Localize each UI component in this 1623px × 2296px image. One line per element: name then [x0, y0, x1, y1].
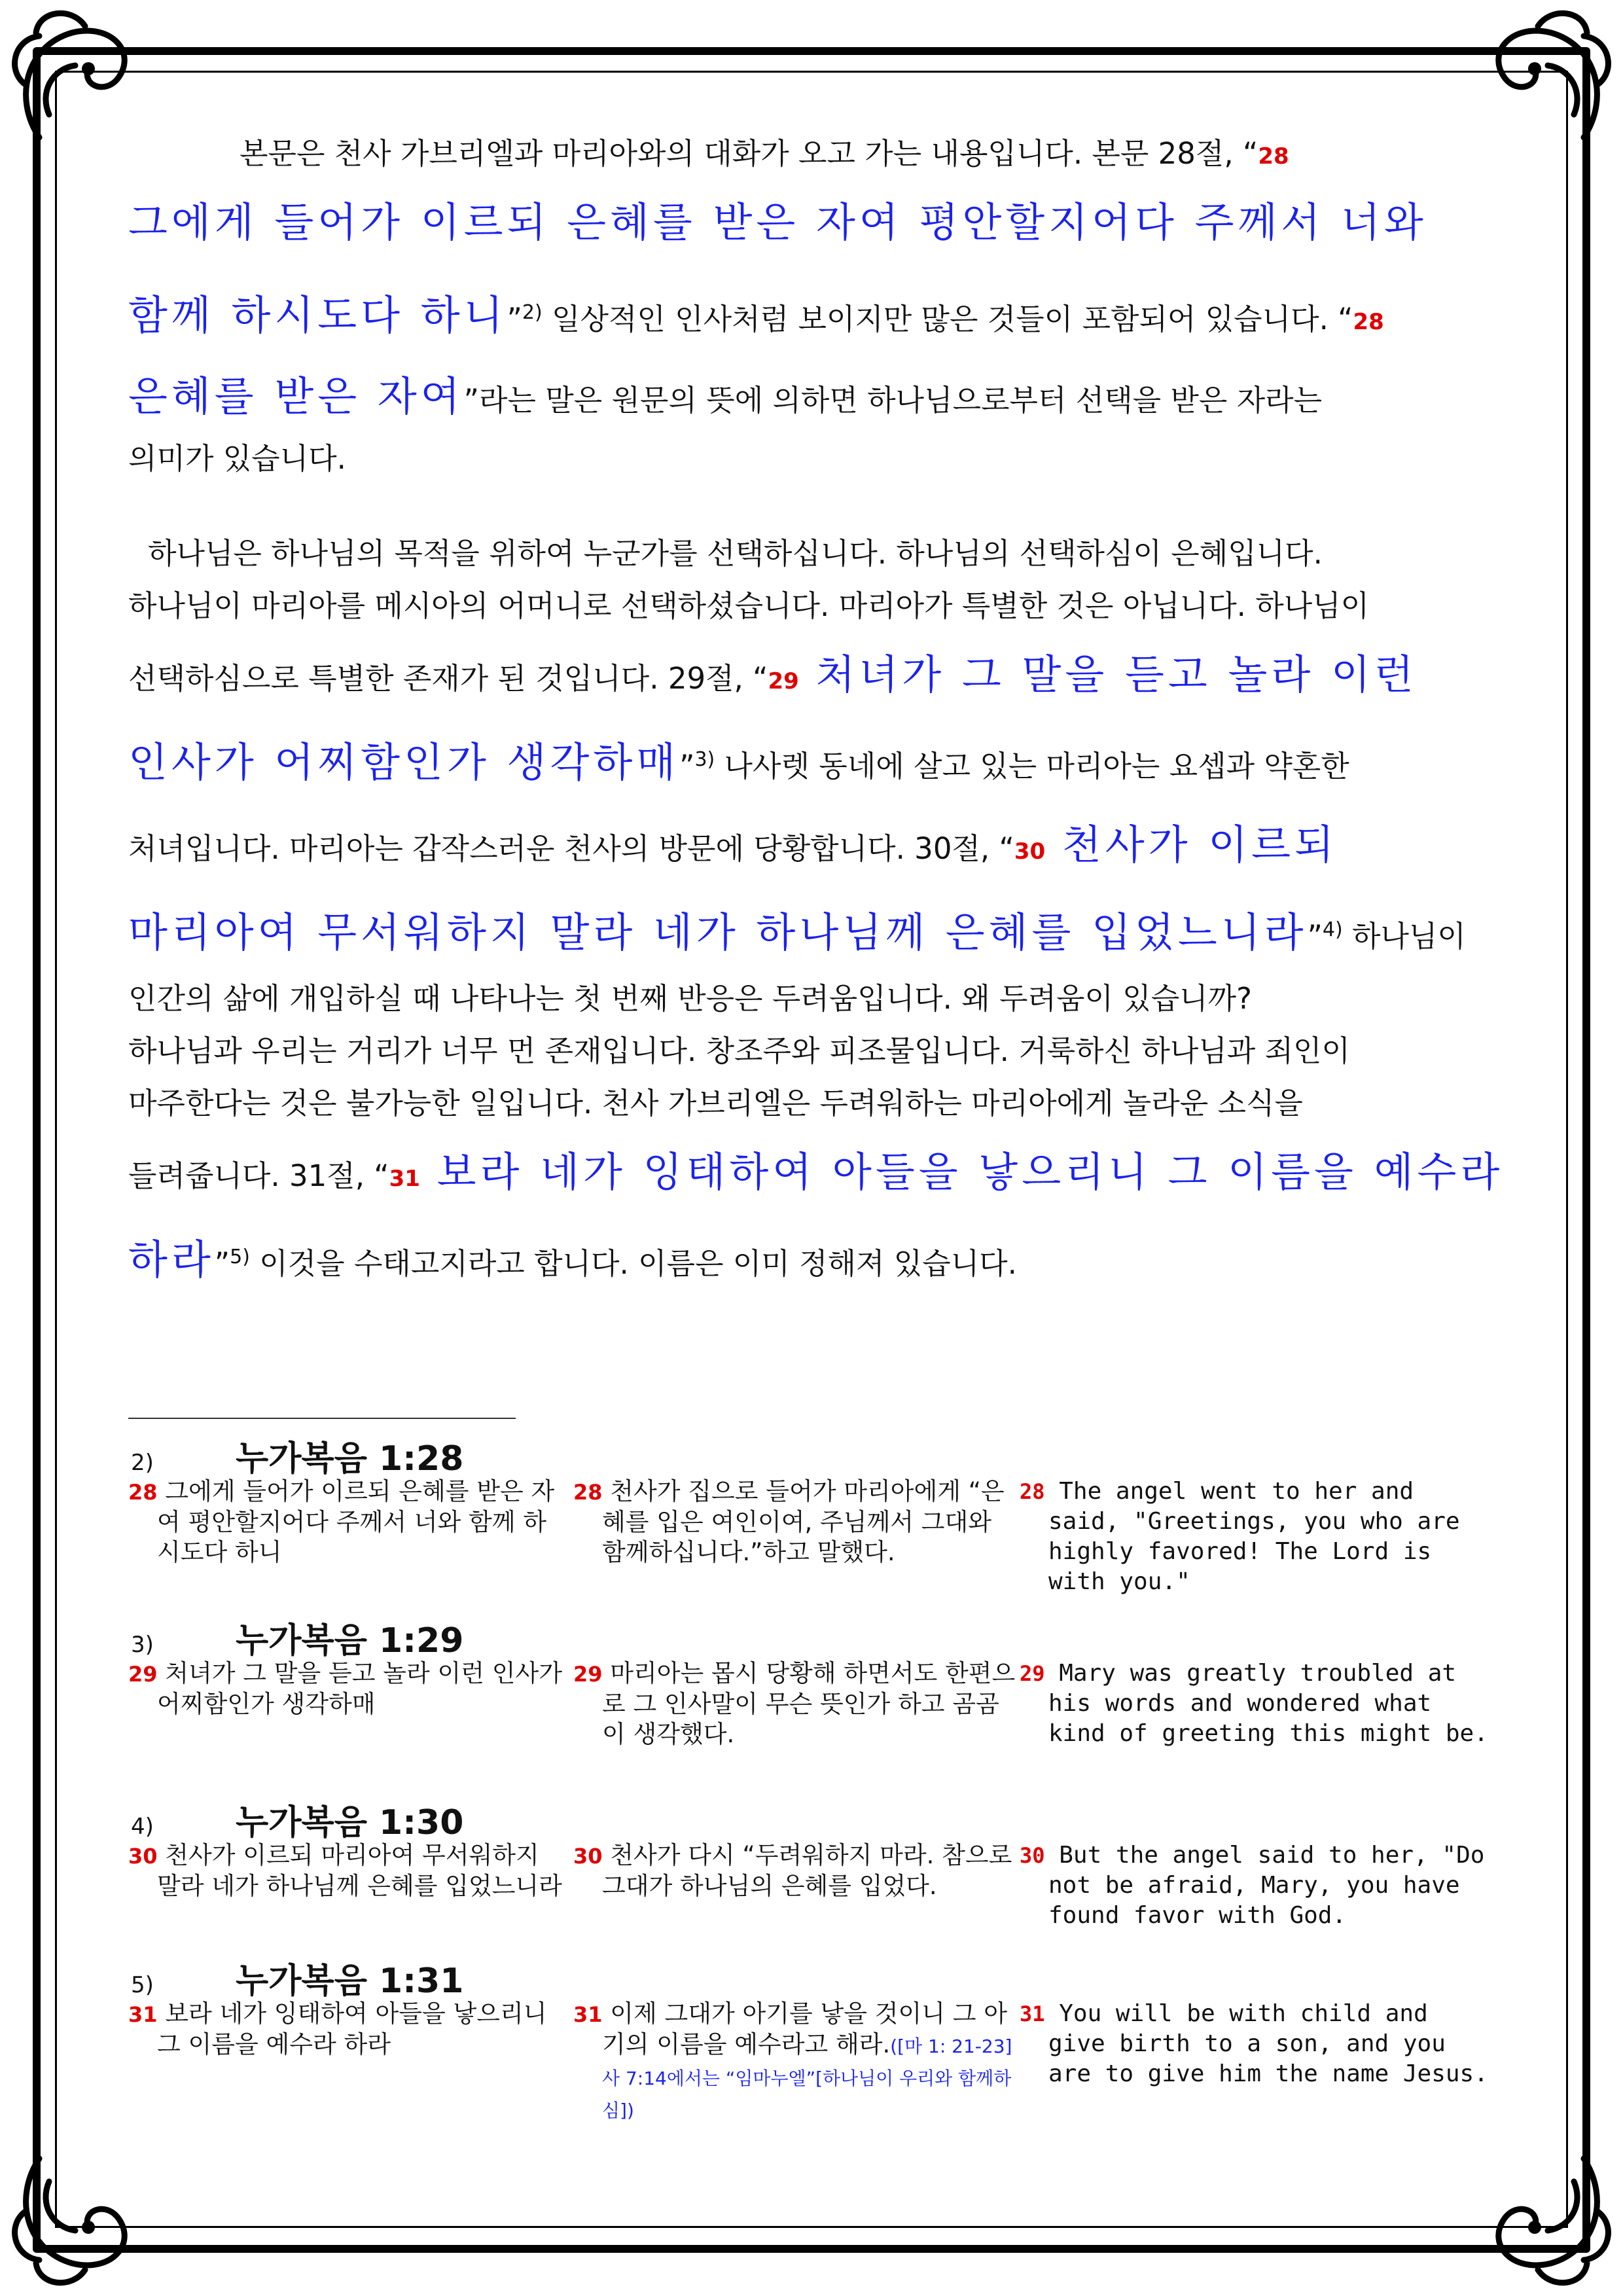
scripture-quote: 은혜를 받은 자여 [128, 372, 464, 420]
text-line [128, 268, 1496, 357]
text-line [128, 131, 1496, 177]
footnote-title: 누가복음 1:30 [236, 1803, 464, 1842]
english-text [1020, 1999, 1496, 2126]
text-line [128, 436, 1496, 495]
body-text: ”라는 말은 원문의 뜻에 의하면 하나님으로부터 선택을 받은 자라는 [463, 383, 1323, 418]
verse-number: 28 [1353, 309, 1384, 335]
verse-number: 28 [573, 1480, 603, 1505]
body-text: 들려줍니다. 31절, “ [128, 1158, 389, 1193]
english-text [1020, 1477, 1496, 1597]
body-text: 의미가 있습니다. [128, 441, 346, 476]
modern-korean-text [573, 1999, 1020, 2126]
verse-number: 31 [573, 2002, 603, 2027]
footnote-columns [128, 1659, 1496, 1749]
sermon-body [128, 131, 1504, 1300]
scripture-quote: 마리아여 무서워하지 말라 네가 하나님께 은혜를 입었느니라 [128, 908, 1308, 956]
footnote-ref[interactable]: 4) [1322, 918, 1343, 941]
text-line [128, 177, 1496, 268]
scripture-quote: 하라 [128, 1236, 215, 1283]
paragraph-gap [128, 495, 1496, 528]
quote-mark: ” [679, 749, 695, 783]
modern-korean-text [573, 1477, 1020, 1597]
krv-text [128, 1999, 573, 2126]
verse-text: 마리아는 몹시 당황해 하면서도 한편으로 그 인사말이 무슨 뜻인가 하고 곰곰이 생각했다. [602, 1659, 1016, 1748]
footnote-ref[interactable]: 5) [230, 1246, 250, 1268]
text-line [128, 802, 1496, 888]
corner-ornament-icon [0, 2126, 170, 2296]
body-text: 하나님은 하나님의 목적을 위하여 누군가를 선택하십니다. 하나님의 선택하심이 은혜입니다. [148, 536, 1323, 571]
footnote-header [128, 1953, 1496, 1999]
verse-text: Mary was greatly troubled at his words and wondered what kind of greeting this might be. [1048, 1660, 1488, 1747]
quote-mark: ” [1307, 919, 1323, 954]
footnote [128, 1431, 1496, 1597]
footnote-separator [128, 1418, 516, 1419]
footnote-title: 누가복음 1:28 [236, 1439, 464, 1479]
body-text: 선택하심으로 특별한 존재가 된 것입니다. 29절, “ [128, 661, 768, 696]
modern-korean-text [573, 1840, 1020, 1931]
body-text: 하나님이 [1342, 919, 1466, 954]
footnote-ref[interactable]: 2) [522, 301, 543, 324]
footnote-ref[interactable]: 3) [694, 748, 715, 771]
footnote-number: 3) [131, 1632, 154, 1658]
verse-text: 천사가 다시 “두려워하지 마라. 참으로 그대가 하나님의 은혜를 입었다. [602, 1841, 1012, 1900]
verse-text: 그에게 들어가 이르되 은혜를 받은 자여 평안할지어다 주께서 너와 함께 하시도다 하니 [157, 1477, 555, 1566]
text-line [128, 580, 1496, 632]
scripture-quote: 함께 하시도다 하니 [128, 291, 507, 339]
quote-mark: ” [214, 1246, 230, 1281]
scripture-quote: 그에게 들어가 이르되 은혜를 받은 자여 평안할지어다 주께서 너와 [128, 198, 1427, 246]
footnote [128, 1795, 1496, 1931]
text-line [128, 717, 1496, 802]
verse-number: 31 [128, 2002, 158, 2027]
scripture-quote: 천사가 이르되 [1045, 821, 1338, 869]
verse-text: The angel went to her and said, "Greetings, you who are highly favored! The Lord is with you." [1048, 1478, 1460, 1595]
verse-number: 31 [389, 1166, 420, 1192]
corner-ornament-icon [1453, 2126, 1623, 2296]
text-line [128, 357, 1496, 436]
text-line [128, 1215, 1496, 1300]
footnote-columns [128, 1999, 1496, 2126]
english-text [1020, 1840, 1496, 1931]
verse-text: 천사가 이르되 마리아여 무서워하지 말라 네가 하나님께 은혜를 입었느니라 [157, 1841, 562, 1900]
footnote-header [128, 1431, 1496, 1477]
paragraph-2 [128, 528, 1504, 1300]
body-text: 나사렛 동네에 살고 있는 마리아는 요셉과 약혼한 [715, 749, 1349, 783]
footnote-header [128, 1795, 1496, 1840]
quote-mark: ” [507, 302, 522, 336]
text-line [128, 888, 1496, 973]
body-text: 마주한다는 것은 불가능한 일입니다. 천사 가브리엘은 두려워하는 마리아에게 놀라운 소식을 [128, 1086, 1303, 1121]
verse-text: 천사가 집으로 들어가 마리아에게 “은혜를 입은 여인이여, 주님께서 그대와 함께하십니다.”하고 말했다. [602, 1477, 1005, 1566]
footnote-columns [128, 1840, 1496, 1931]
body-text: 인간의 삶에 개입하실 때 나타나는 첫 번째 반응은 두려움입니다. 왜 두려움이 있습니까? [128, 981, 1252, 1016]
scripture-quote: 보라 네가 잉태하여 아들을 낳으리니 그 이름을 예수라 [419, 1148, 1504, 1196]
text-line [128, 632, 1496, 717]
krv-text [128, 1477, 573, 1597]
text-line [128, 1025, 1496, 1077]
footnote-title: 누가복음 1:31 [236, 1962, 464, 2001]
verse-number: 30 [1014, 838, 1046, 865]
footnote-number: 4) [131, 1814, 154, 1840]
body-text: 본문은 천사 가브리엘과 마리아와의 대화가 오고 가는 내용입니다. 본문 28절, “ [240, 136, 1258, 171]
body-text: 처녀입니다. 마리아는 갑작스러운 천사의 방문에 당황합니다. 30절, “ [128, 831, 1014, 866]
body-text: 일상적인 인사처럼 보이지만 많은 것들이 포함되어 있습니다. “ [542, 302, 1353, 336]
krv-text [128, 1840, 573, 1931]
verse-number: 28 [1020, 1479, 1045, 1504]
footnote-header [128, 1613, 1496, 1659]
modern-korean-text [573, 1659, 1020, 1749]
verse-number: 30 [1020, 1843, 1045, 1868]
english-text [1020, 1659, 1496, 1749]
body-text: 하나님이 마리아를 메시아의 어머니로 선택하셨습니다. 마리아가 특별한 것은 아닙니다. 하나님이 [128, 588, 1370, 623]
verse-text: But the angel said to her, "Do not be afraid, Mary, you have found favor with God. [1048, 1842, 1485, 1929]
krv-text [128, 1659, 573, 1749]
verse-number: 31 [1020, 2001, 1045, 2026]
verse-text: You will be with child and give birth to a son, and you are to give him the name Jesus. [1048, 2000, 1488, 2087]
body-text: 하나님과 우리는 거리가 너무 먼 존재입니다. 창조주와 피조물입니다. 거룩하신 하나님과 죄인이 [128, 1033, 1350, 1068]
scripture-quote: 인사가 어찌함인가 생각하매 [128, 738, 680, 786]
verse-number: 29 [768, 668, 799, 694]
scripture-quote: 처녀가 그 말을 듣고 놀라 이런 [798, 651, 1418, 698]
footnote [128, 1613, 1496, 1749]
footnote [128, 1953, 1496, 2126]
verse-number: 28 [128, 1480, 158, 1505]
text-line [128, 1130, 1504, 1215]
text-line [128, 1077, 1496, 1130]
verse-number: 30 [573, 1844, 603, 1869]
verse-number: 28 [1258, 143, 1289, 170]
verse-text: 처녀가 그 말을 듣고 놀라 이런 인사가 어찌함인가 생각하매 [157, 1659, 562, 1718]
text-line [128, 973, 1496, 1025]
cross-reference-note: ([마 1: 21-23] 사 7:14에서는 “임마누엘”[하나님이 우리와 함께하심]) [602, 2036, 1012, 2121]
verse-text: 이제 그대가 아기를 낳을 것이니 그 아기의 이름을 예수라고 해라. [602, 2000, 1007, 2058]
footnote-columns [128, 1477, 1496, 1597]
body-text: 이것을 수태고지라고 합니다. 이름은 이미 정해져 있습니다. [249, 1246, 1017, 1281]
text-line [128, 528, 1496, 580]
verse-number: 29 [1020, 1661, 1045, 1686]
footnote-number: 2) [131, 1450, 154, 1476]
verse-number: 29 [128, 1662, 158, 1687]
verse-text: 보라 네가 잉태하여 아들을 낳으리니 그 이름을 예수라 하라 [157, 2000, 547, 2058]
verse-number: 30 [128, 1844, 158, 1869]
paragraph-1 [128, 131, 1496, 495]
footnote-title: 누가복음 1:29 [236, 1621, 464, 1660]
verse-number: 29 [573, 1662, 603, 1687]
footnote-number: 5) [131, 1972, 154, 1998]
